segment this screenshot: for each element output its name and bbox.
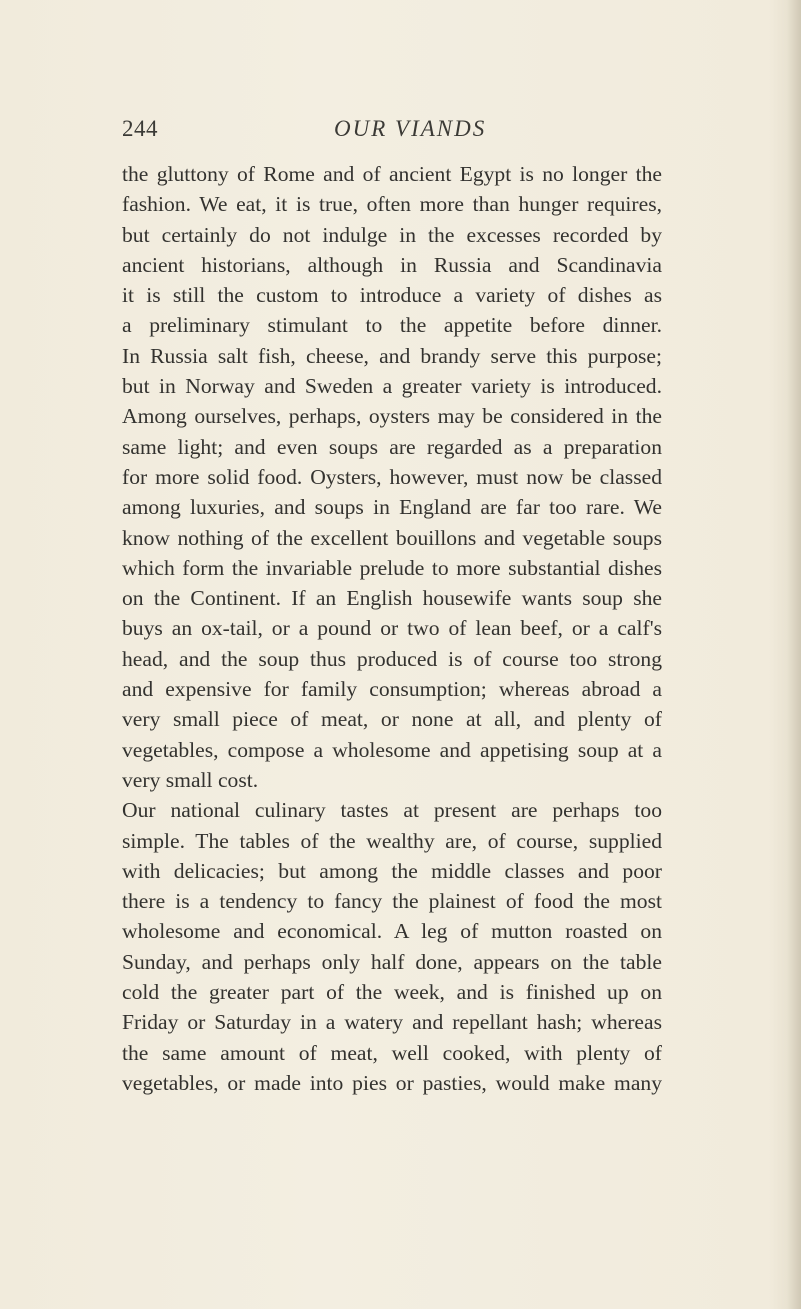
text-line: head, and the soup thus produced is of course too strong [122,646,662,671]
text-line: cold the greater part of the week, and is finished up on [122,980,662,1005]
text-line: Among ourselves, perhaps, oysters may be considered in the [122,404,662,429]
text-line: In Russia salt fish, cheese, and brandy serve this purpose; [122,343,662,368]
text-line: which form the invariable prelude to more substantial dishes [122,555,662,580]
running-head [122,116,662,150]
text-line: buys an ox-tail, or a pound or two of lean beef, or a calf's [122,616,662,641]
text-line: Friday or Saturday in a watery and repellant hash; whereas [122,1010,662,1035]
text-line: and expensive for family consumption; whereas abroad a [122,677,662,702]
text-line: but in Norway and Sweden a greater variety is introduced. [122,374,662,399]
text-line: ancient historians, although in Russia and Scandinavia [122,252,662,277]
page-edge-shadow [787,0,801,1309]
text-line: wholesome and economical. A leg of mutton roasted on [122,919,662,944]
running-title: OUR VIANDS [334,116,487,141]
text-line: on the Continent. If an English housewife wants soup she [122,586,662,611]
text-line: vegetables, or made into pies or pasties, would make many [122,1070,662,1095]
text-line: same light; and even soups are regarded as a preparation [122,434,662,459]
text-line: vegetables, compose a wholesome and appetising soup at a [122,737,662,762]
text-line: there is a tendency to fancy the plainest of food the most [122,889,662,914]
text-line: but certainly do not indulge in the excesses recorded by [122,222,662,247]
text-line: Our national culinary tastes at present are perhaps too [122,798,662,823]
text-line: Sunday, and perhaps only half done, appears on the table [122,949,662,974]
text-line: with delicacies; but among the middle classes and poor [122,858,662,883]
text-line: fashion. We eat, it is true, often more than hunger requires, [122,192,662,217]
text-line: very small cost. [122,767,259,792]
text-line: it is still the custom to introduce a variety of dishes as [122,283,662,308]
text-line: simple. The tables of the wealthy are, of course, supplied [122,828,662,853]
text-line: very small piece of meat, or none at all, and plenty of [122,707,662,732]
text-line: know nothing of the excellent bouillons and vegetable soups [122,525,662,550]
text-line: a preliminary stimulant to the appetite before dinner. [122,313,662,338]
text-line: for more solid food. Oysters, however, must now be classed [122,464,662,489]
page-number: 244 [122,116,158,141]
body-text [122,159,662,1098]
text-line: the gluttony of Rome and of ancient Egypt is no longer the [122,162,662,186]
text-line: the same amount of meat, well cooked, with plenty of [122,1040,662,1065]
text-line: among luxuries, and soups in England are far too rare. We [122,495,662,520]
